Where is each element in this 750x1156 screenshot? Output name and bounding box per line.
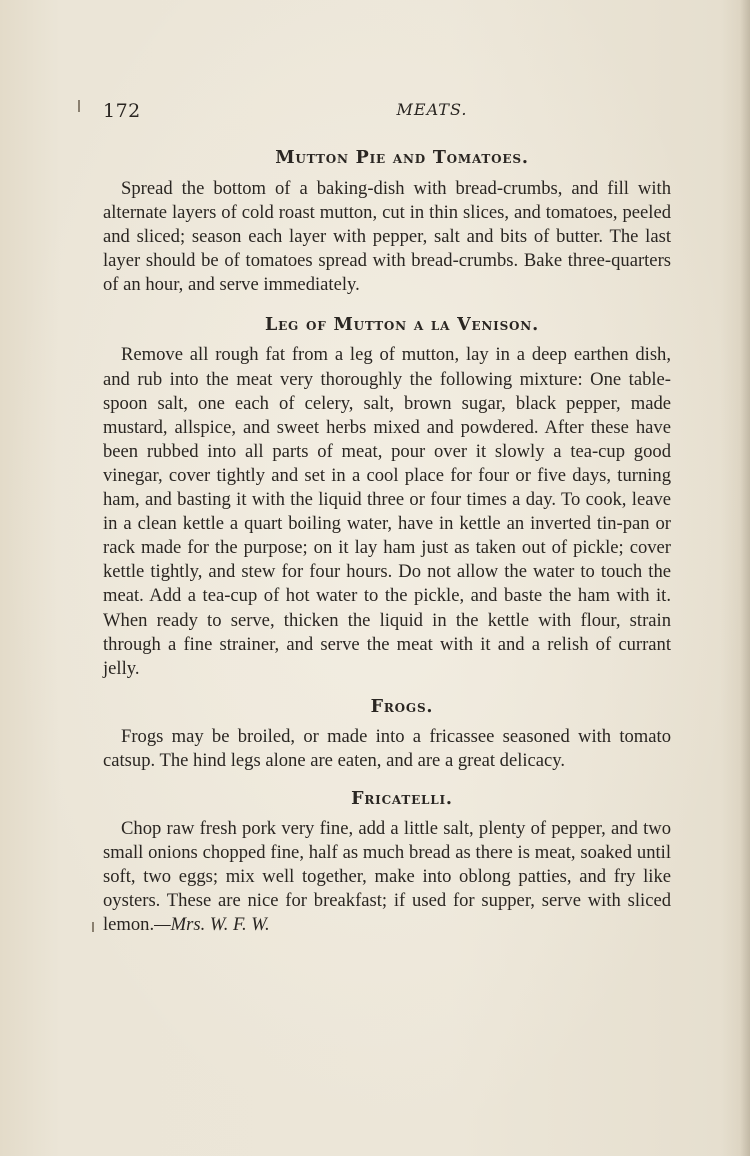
page-header [103,100,671,130]
running-head: MEATS. [396,100,468,119]
section-body [103,817,671,937]
section-body: Frogs may be broiled, or made into a fricassee seasoned with tomato catsup. The hind legs alone are eaten, and are a great delicacy. [103,725,671,771]
signature: —Mrs. W. F. W. [154,914,270,936]
page-content [103,146,671,937]
section-body: Remove all rough fat from a leg of mutton, lay in a deep earthen dish, and rub into the meat very thoroughly the following mixture: One table-spoon salt, one each of celery, salt, brown sugar, black pepper, made mustard, allspice, and sweet herbs mixed and powdered. After these have been rubbed into all parts of meat, pour over it slowly a tea-cup good vinegar, cover tightly and set in a cool place for four or five days, turning ham, and basting it with the liquid three or four times a day. To cook, leave in a clean kettle a quart boiling water, have in kettle an inverted tin-pan or rack made for the purpose; on it lay ham just as taken out of pickle; cover kettle tightly, and stew for four hours. Do not allow the water to touch the meat. Add a tea-cup of hot water to the pickle, and baste the ham with it. When ready to serve, thicken the liquid in the kettle with flour, strain through a fine strainer, and serve the meat with it and a relish of currant jelly. [103,344,671,679]
recipe-section [103,313,671,680]
section-title: Leg of Mutton a la Venison. [265,315,539,336]
page-number: 172 [103,100,141,122]
margin-mark [78,100,80,112]
section-title: Mutton Pie and Tomatoes. [275,148,529,168]
recipe-section [103,146,671,297]
section-body-text: Chop raw fresh pork very fine, add a little salt, plenty of pepper, and two small onions chopped fine, half as much bread as there is meat, soaked until soft, two eggs; mix well together, make into oblong patties, and fry like oysters. These are nice for breakfast; if used for supper, serve with sliced lemon. [103,817,671,936]
page-edge-shadow [740,0,750,1156]
section-title: Fricatelli. [351,788,453,809]
recipe-section [103,695,671,773]
section-title: Frogs. [370,696,434,717]
margin-mark [92,922,94,932]
recipe-section [103,787,671,937]
section-body: Spread the bottom of a baking-dish with bread-crumbs, and fill with alternate layers of cold roast mutton, cut in thin slices, and tomatoes, peeled and sliced; season each layer with pepper, salt and bits of butter. The last layer should be of tomatoes spread with bread-crumbs. Bake three-quarters of an hour, and serve immediately. [103,178,671,296]
